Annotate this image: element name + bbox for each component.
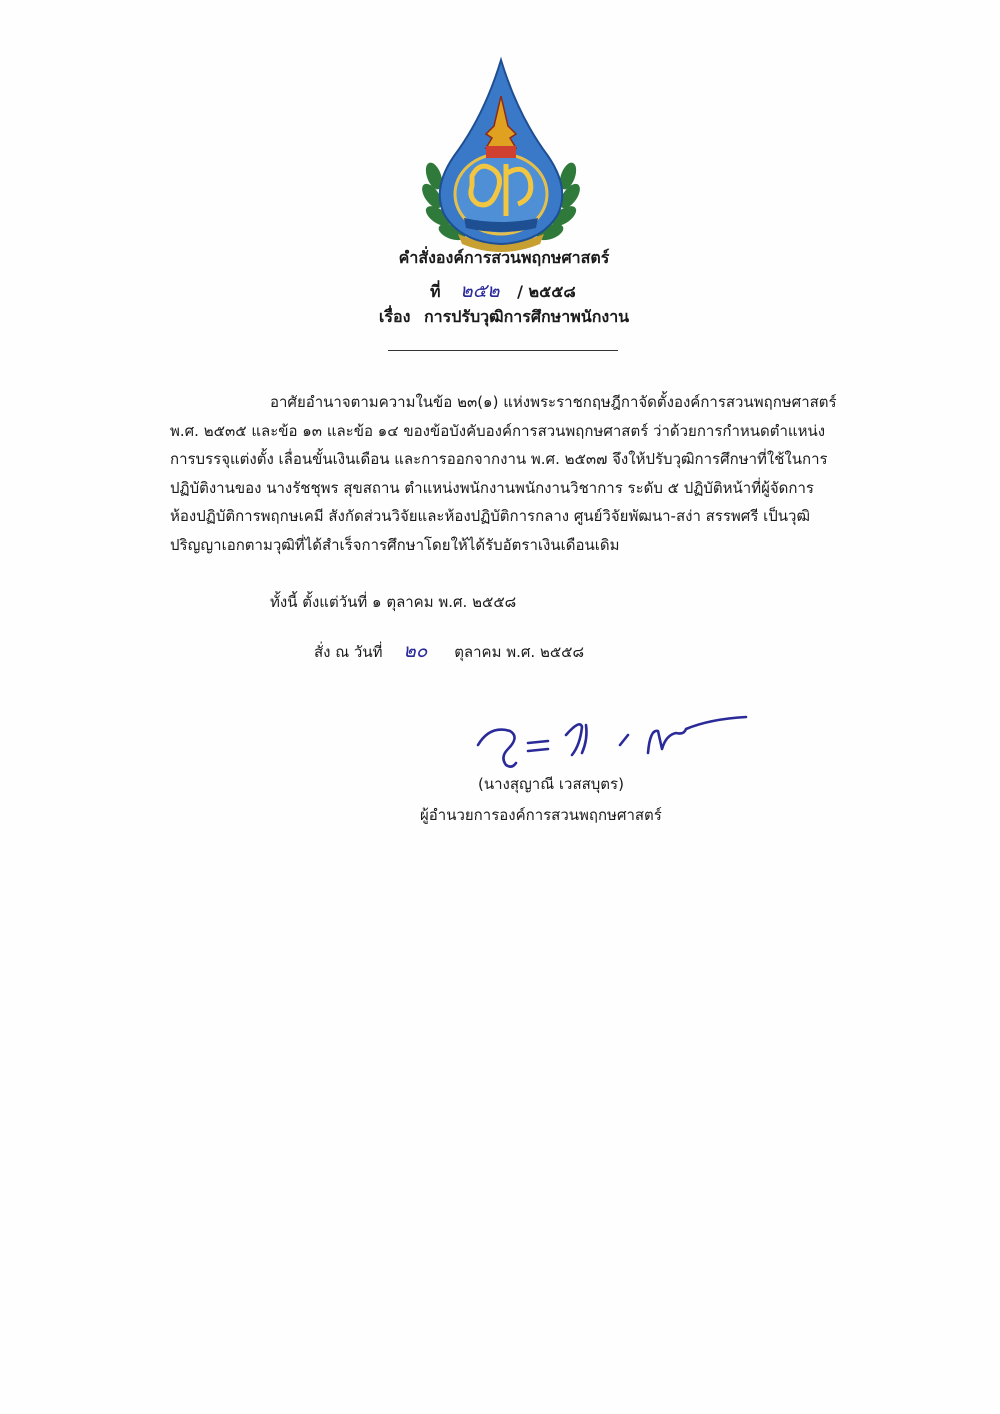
organization-logo	[420, 56, 582, 252]
subject-label: เรื่อง	[378, 307, 411, 326]
document-title: คำสั่งองค์การสวนพฤกษศาสตร์	[398, 248, 610, 267]
subject-text: การปรับวุฒิการศึกษาพนักงาน	[423, 307, 630, 326]
body-line: อาศัยอำนาจตามความในข้อ ๒๓(๑) แห่งพระราชกฤษฎีกาจัดตั้งองค์การสวนพฤกษศาสตร์	[270, 393, 837, 411]
given-date-suffix: ตุลาคม พ.ศ. ๒๕๕๘	[454, 643, 585, 661]
body-line: การบรรจุแต่งตั้ง เลื่อนขั้นเงินเดือน และการออกจากงาน พ.ศ. ๒๕๓๗ จึงให้ปรับวุฒิการศึกษาที่ใช้ในการ	[170, 450, 828, 468]
signer-name: (นางสุญาณี เวสสบุตร)	[478, 775, 624, 793]
body-line: ปริญญาเอกตามวุฒิที่ได้สำเร็จการศึกษาโดยให้ได้รับอัตราเงินเดือนเดิม	[170, 535, 620, 554]
order-number-handwritten: ๒๕๒	[460, 280, 500, 302]
order-number-line	[430, 276, 576, 306]
given-date-prefix: สั่ง ณ วันที่	[314, 643, 383, 661]
body-line: ปฏิบัติงานของ นางรัชชุพร สุขสถาน ตำแหน่งพนักงานพนักงานวิชาการ ระดับ ๕ ปฏิบัติหน้าที่ผู้จัดการ	[170, 478, 814, 497]
given-day-handwritten: ๒๐	[403, 640, 428, 662]
order-number-label: ที่	[430, 282, 441, 301]
order-year: / ๒๕๕๘	[517, 282, 576, 301]
effective-date: ทั้งนี้ ตั้งแต่วันที่ ๑ ตุลาคม พ.ศ. ๒๕๕๘	[270, 593, 517, 611]
subject-line	[0, 305, 1000, 330]
body-paragraph	[170, 388, 875, 559]
body-line: พ.ศ. ๒๕๓๕ และข้อ ๑๓ และข้อ ๑๔ ของข้อบังคับองค์การสวนพฤกษศาสตร์ ว่าด้วยการกำหนดตำแหน่ง	[170, 421, 826, 440]
signer-position: ผู้อำนวยการองค์การสวนพฤกษศาสตร์	[420, 806, 662, 824]
given-date-line	[314, 636, 584, 666]
body-line: ห้องปฏิบัติการพฤกษเคมี สังกัดส่วนวิจัยและห้องปฏิบัติการกลาง ศูนย์วิจัยพัฒนา-สง่า สรรพศรี เป็นวุฒิ	[170, 507, 811, 525]
header-divider	[388, 350, 618, 351]
handwritten-signature	[470, 705, 755, 775]
